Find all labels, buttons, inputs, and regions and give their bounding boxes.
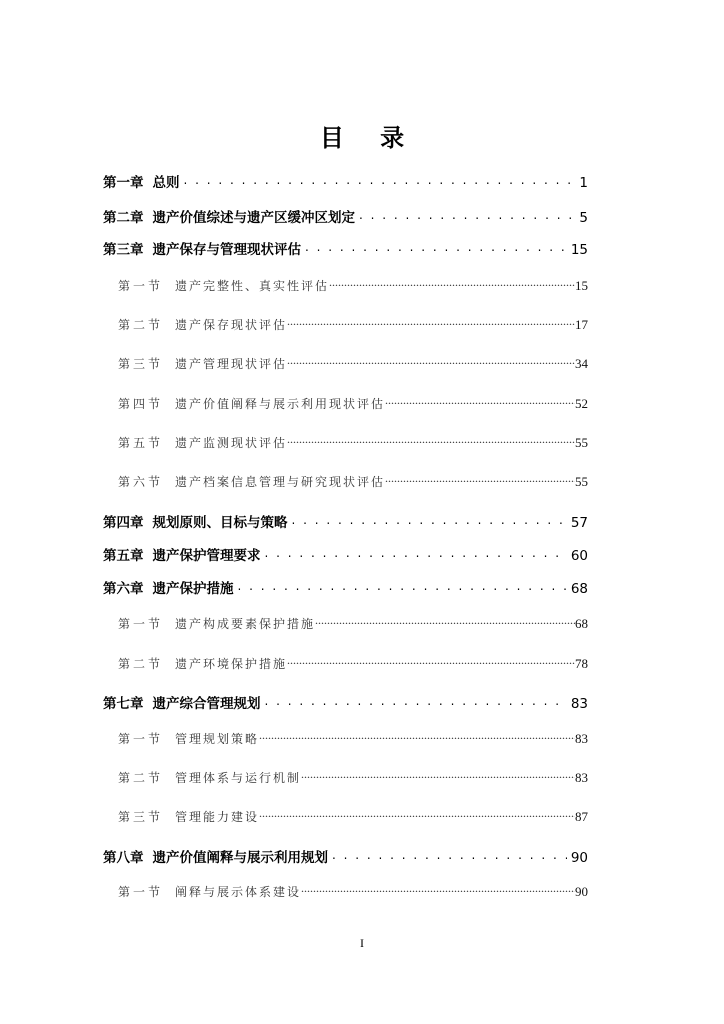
dot-leader <box>265 547 567 561</box>
toc-entry-section[interactable] <box>118 808 588 825</box>
toc-entry-page: 90 <box>575 884 588 899</box>
toc-entry-chapter-3[interactable] <box>103 238 588 258</box>
toc-entry-chapter-1[interactable] <box>103 171 588 191</box>
toc-entry-page: 15 <box>570 242 588 258</box>
toc-entry-number: 第一节 <box>118 885 164 899</box>
toc-entry-number: 第一节 <box>118 732 164 746</box>
toc-entry-page: 15 <box>575 278 588 293</box>
toc-entry-page: 78 <box>575 656 588 671</box>
dot-leader <box>385 396 575 408</box>
toc-entry-chapter-8[interactable] <box>103 846 588 866</box>
toc-entry-page: 1 <box>579 175 588 191</box>
toc-entry-number: 第二章 <box>103 210 144 226</box>
toc-entry-label: 遗产价值综述与遗产区缓冲区划定 <box>152 210 355 226</box>
toc-entry-page: 17 <box>575 317 588 332</box>
dot-leader <box>184 174 576 188</box>
toc-entry-number: 第三节 <box>118 357 164 371</box>
dot-leader <box>287 435 575 447</box>
toc-entry-number: 第一节 <box>118 617 164 631</box>
dot-leader <box>287 656 575 668</box>
toc-entry-page: 55 <box>575 474 588 489</box>
toc-entry-label: 阐释与展示体系建设 <box>175 885 302 899</box>
toc-entry-section[interactable] <box>118 355 588 372</box>
toc-entry-page: 55 <box>575 435 588 450</box>
toc-entry-label: 遗产档案信息管理与研究现状评估 <box>175 475 386 489</box>
toc-entry-number: 第一章 <box>103 175 144 191</box>
toc-entry-page: 60 <box>570 548 588 564</box>
toc-entry-page: 34 <box>575 356 588 371</box>
toc-entry-number: 第四节 <box>118 397 164 411</box>
toc-entry-section[interactable] <box>118 434 588 451</box>
toc-entry-section[interactable] <box>118 615 588 632</box>
toc-entry-page: 68 <box>575 616 588 631</box>
toc-entry-label: 遗产监测现状评估 <box>175 436 288 450</box>
toc-entry-number: 第五章 <box>103 548 144 564</box>
toc-entry-label: 规划原则、目标与策略 <box>152 515 288 531</box>
dot-leader <box>287 317 575 329</box>
toc-entry-number: 第四章 <box>103 515 144 531</box>
toc-entry-label: 遗产保护措施 <box>152 581 234 597</box>
toc-entry-number: 第六章 <box>103 581 144 597</box>
toc-entry-number: 第二节 <box>118 657 164 671</box>
toc-entry-number: 第三节 <box>118 810 164 824</box>
dot-leader <box>385 474 575 486</box>
toc-entry-section[interactable] <box>118 395 588 412</box>
dot-leader <box>332 849 567 863</box>
toc-entry-number: 第三章 <box>103 242 144 258</box>
toc-entry-label: 总则 <box>152 175 180 191</box>
dot-leader <box>287 356 575 368</box>
toc-entry-page: 52 <box>575 396 588 411</box>
toc-entry-label: 遗产完整性、真实性评估 <box>175 279 330 293</box>
toc-entry-label: 遗产保存与管理现状评估 <box>152 242 301 258</box>
page-number-footer: I <box>360 936 364 950</box>
toc-entry-label: 管理能力建设 <box>175 810 260 824</box>
toc-entry-section[interactable] <box>118 316 588 333</box>
toc-entry-label: 遗产保护管理要求 <box>152 548 261 564</box>
toc-entry-page: 90 <box>570 850 588 866</box>
toc-entry-number: 第二节 <box>118 318 164 332</box>
toc-entry-number: 第六节 <box>118 475 164 489</box>
dot-leader <box>265 695 567 709</box>
toc-entry-section[interactable] <box>118 769 588 786</box>
toc-entry-number: 第二节 <box>118 771 164 785</box>
dot-leader <box>259 731 575 743</box>
toc-entry-label: 遗产构成要素保护措施 <box>175 617 316 631</box>
toc-entry-label: 遗产环境保护措施 <box>175 657 288 671</box>
toc-entry-number: 第八章 <box>103 850 144 866</box>
toc-entry-label: 遗产价值阐释与展示利用规划 <box>152 850 328 866</box>
toc-entry-section[interactable] <box>118 655 588 672</box>
dot-leader <box>315 616 575 628</box>
toc-entry-section[interactable] <box>118 730 588 747</box>
toc-entry-page: 5 <box>579 210 588 226</box>
toc-entry-number: 第一节 <box>118 279 164 293</box>
toc-entry-label: 遗产管理现状评估 <box>175 357 288 371</box>
toc-entry-section[interactable] <box>118 883 588 900</box>
toc-entry-page: 87 <box>575 809 588 824</box>
toc-entry-page: 83 <box>575 770 588 785</box>
toc-entry-section[interactable] <box>118 277 588 294</box>
toc-entry-number: 第五节 <box>118 436 164 450</box>
toc-entry-section[interactable] <box>118 473 588 490</box>
toc-entry-chapter-7[interactable] <box>103 692 588 712</box>
dot-leader <box>329 278 575 290</box>
toc-entry-label: 管理规划策略 <box>175 732 260 746</box>
dot-leader <box>292 514 567 528</box>
toc-entry-page: 83 <box>575 731 588 746</box>
dot-leader <box>238 580 567 594</box>
toc-entry-label: 遗产综合管理规划 <box>152 696 261 712</box>
toc-entry-label: 遗产保存现状评估 <box>175 318 288 332</box>
toc-entry-page: 68 <box>570 581 588 597</box>
toc-entry-page: 83 <box>570 696 588 712</box>
dot-leader <box>301 770 575 782</box>
toc-entry-chapter-2[interactable] <box>103 206 588 226</box>
dot-leader <box>301 884 575 896</box>
toc-entry-number: 第七章 <box>103 696 144 712</box>
dot-leader <box>259 809 575 821</box>
dot-leader <box>359 209 575 223</box>
toc-entry-page: 57 <box>570 515 588 531</box>
toc-entry-label: 管理体系与运行机制 <box>175 771 302 785</box>
toc-entry-label: 遗产价值阐释与展示利用现状评估 <box>175 397 386 411</box>
toc-entry-chapter-6[interactable] <box>103 577 588 597</box>
dot-leader <box>305 241 567 255</box>
toc-entry-chapter-4[interactable] <box>103 511 588 531</box>
toc-entry-chapter-5[interactable] <box>103 544 588 564</box>
page-title: 目 录 <box>319 124 419 152</box>
